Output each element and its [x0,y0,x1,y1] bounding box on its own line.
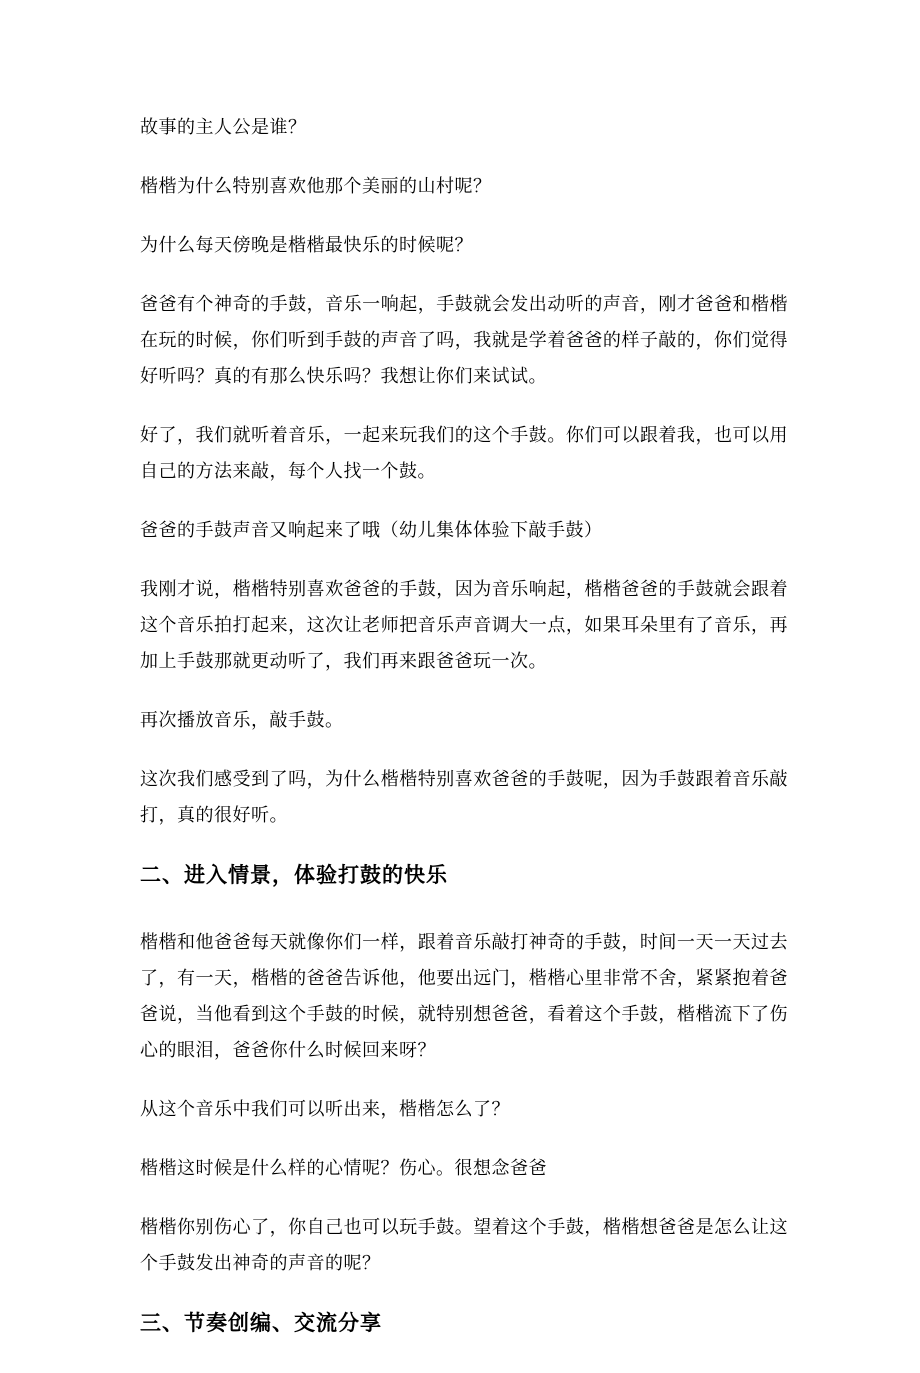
paragraph-4: 爸爸有个神奇的手鼓，音乐一响起，手鼓就会发出动听的声音，刚才爸爸和楷楷在玩的时候，你们听到手鼓的声音了吗，我就是学着爸爸的样子敲的，你们觉得好听吗？真的有那么快乐吗？我想让你们来试试。 [140,294,788,387]
paragraph-10: 楷楷和他爸爸每天就像你们一样，跟着音乐敲打神奇的手鼓，时间一天一天过去了，有一天，楷楷的爸爸告诉他，他要出远门，楷楷心里非常不舍，紧紧抱着爸爸说，当他看到这个手鼓的时候，就特别想爸爸，看着这个手鼓，楷楷流下了伤心的眼泪，爸爸你什么时候回来呀？ [140,932,788,1061]
paragraph-1: 故事的主人公是谁？ [140,117,307,138]
document-page [140,110,788,1373]
paragraph-7: 我刚才说，楷楷特别喜欢爸爸的手鼓，因为音乐响起，楷楷爸爸的手鼓就会跟着这个音乐拍打起来，这次让老师把音乐声音调大一点，如果耳朵里有了音乐，再加上手鼓那就更动听了，我们再来跟爸爸玩一次。 [140,579,788,672]
paragraph-5: 好了，我们就听着音乐，一起来玩我们的这个手鼓。你们可以跟着我，也可以用自己的方法来敲，每个人找一个鼓。 [140,425,788,482]
paragraph-2: 楷楷为什么特别喜欢他那个美丽的山村呢？ [140,176,492,197]
paragraph-13: 楷楷你别伤心了，你自己也可以玩手鼓。望着这个手鼓，楷楷想爸爸是怎么让这个手鼓发出神奇的声音的呢？ [140,1217,788,1274]
paragraph-6: 爸爸的手鼓声音又响起来了哦（幼儿集体体验下敲手鼓） [140,520,603,541]
paragraph-8: 再次播放音乐，敲手鼓。 [140,710,344,731]
paragraph-11: 从这个音乐中我们可以听出来，楷楷怎么了？ [140,1099,510,1120]
paragraph-12: 楷楷这时候是什么样的心情呢？伤心。很想念爸爸 [140,1158,547,1179]
section-heading-3: 三、节奏创编、交流分享 [140,1311,382,1335]
paragraph-9: 这次我们感受到了吗，为什么楷楷特别喜欢爸爸的手鼓呢，因为手鼓跟着音乐敲打，真的很好听。 [140,769,788,826]
paragraph-3: 为什么每天傍晚是楷楷最快乐的时候呢？ [140,235,473,256]
section-heading-2: 二、进入情景，体验打鼓的快乐 [140,863,448,887]
